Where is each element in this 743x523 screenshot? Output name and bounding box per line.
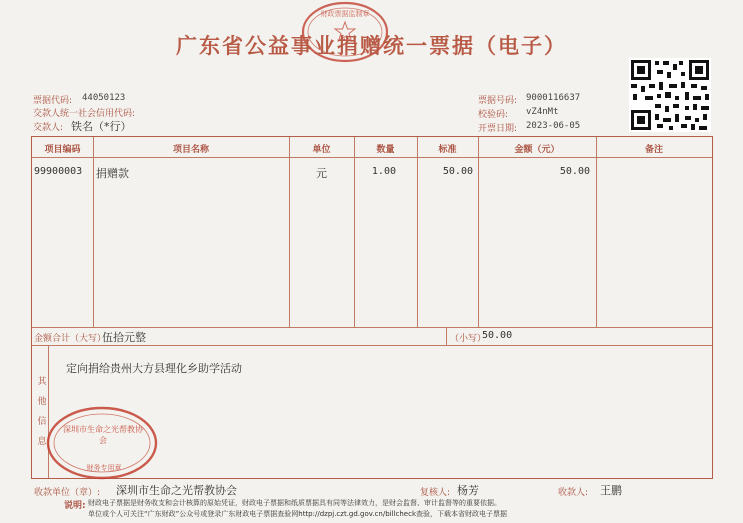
total-upper-label: 金额合计（大写） — [34, 334, 107, 344]
total-small-label: （小写） — [450, 334, 487, 344]
row-unit: 元 — [316, 167, 327, 180]
payer-credit-code-label: 交款人统一社会信用代码: — [33, 109, 136, 119]
reviewer-label: 复核人: — [420, 488, 451, 498]
payee-label: 收款人: — [558, 488, 589, 498]
invoice-number-value: 9000116637 — [526, 93, 581, 103]
payee-value: 王鹏 — [600, 484, 622, 497]
seal-top-text: 财政票据监制章 — [320, 10, 370, 18]
row-quantity: 1.00 — [371, 166, 396, 177]
note-line-2: 单位或个人可关注“广东财政”公众号或登录广东财政电子票据查验网http://dzpj.czt.gd.gov.cn/billcheck查验，下载本省财政电子票据 — [88, 510, 507, 518]
receiver-value: 深圳市生命之光帮教协会 — [116, 484, 237, 497]
seal-org-text: 深圳市生命之光帮教协会 — [63, 425, 143, 445]
total-upper-value: 伍拾元整 — [102, 331, 146, 344]
reviewer-value: 杨芳 — [457, 484, 479, 497]
invoice-code-label: 票据代码: — [33, 96, 73, 106]
header-unit: 单位 — [312, 145, 331, 155]
receiver-label: 收款单位（章）: — [34, 488, 101, 498]
check-code-label: 校验码: — [478, 110, 509, 120]
header-remarks: 备注 — [644, 145, 663, 155]
qr-code-icon[interactable] — [629, 58, 711, 132]
issue-date-label: 开票日期: — [478, 124, 518, 134]
other-info-label: 其他信息 — [37, 377, 47, 447]
header-quantity: 数量 — [376, 145, 395, 155]
row-amount: 50.00 — [559, 166, 590, 177]
other-info-text: 定向捐给贵州大方县理化乡助学活动 — [66, 362, 242, 375]
header-item-name: 项目名称 — [172, 145, 209, 155]
note-label: 说明: — [64, 501, 86, 511]
note-line-1: 财政电子票据是财务收支和会计核算的原始凭证，财政电子票据和纸质票据具有同等法律效力，是财会监督、审计监督等的重要依据。 — [88, 499, 501, 507]
header-amount: 金额（元） — [514, 145, 560, 155]
payer-value: 铁名（*行） — [71, 120, 132, 133]
invoice-code-value: 44050123 — [82, 93, 126, 103]
header-standard: 标准 — [438, 145, 457, 155]
total-small-value: 50.00 — [482, 330, 513, 341]
invoice-number-label: 票据号码: — [478, 96, 518, 106]
document-title: 广东省公益事业捐赠统一票据（电子） — [176, 33, 567, 58]
row-item-name: 捐赠款 — [96, 167, 129, 180]
check-code-value: vZ4nMt — [526, 107, 559, 117]
row-standard: 50.00 — [442, 166, 473, 177]
payer-label: 交款人: — [33, 123, 64, 133]
header-item-code: 项目编码 — [44, 145, 81, 155]
row-item-code: 99900003 — [34, 166, 83, 177]
seal-sub-text: 财务专用章 — [86, 464, 122, 472]
issue-date-value: 2023-06-05 — [526, 121, 581, 131]
